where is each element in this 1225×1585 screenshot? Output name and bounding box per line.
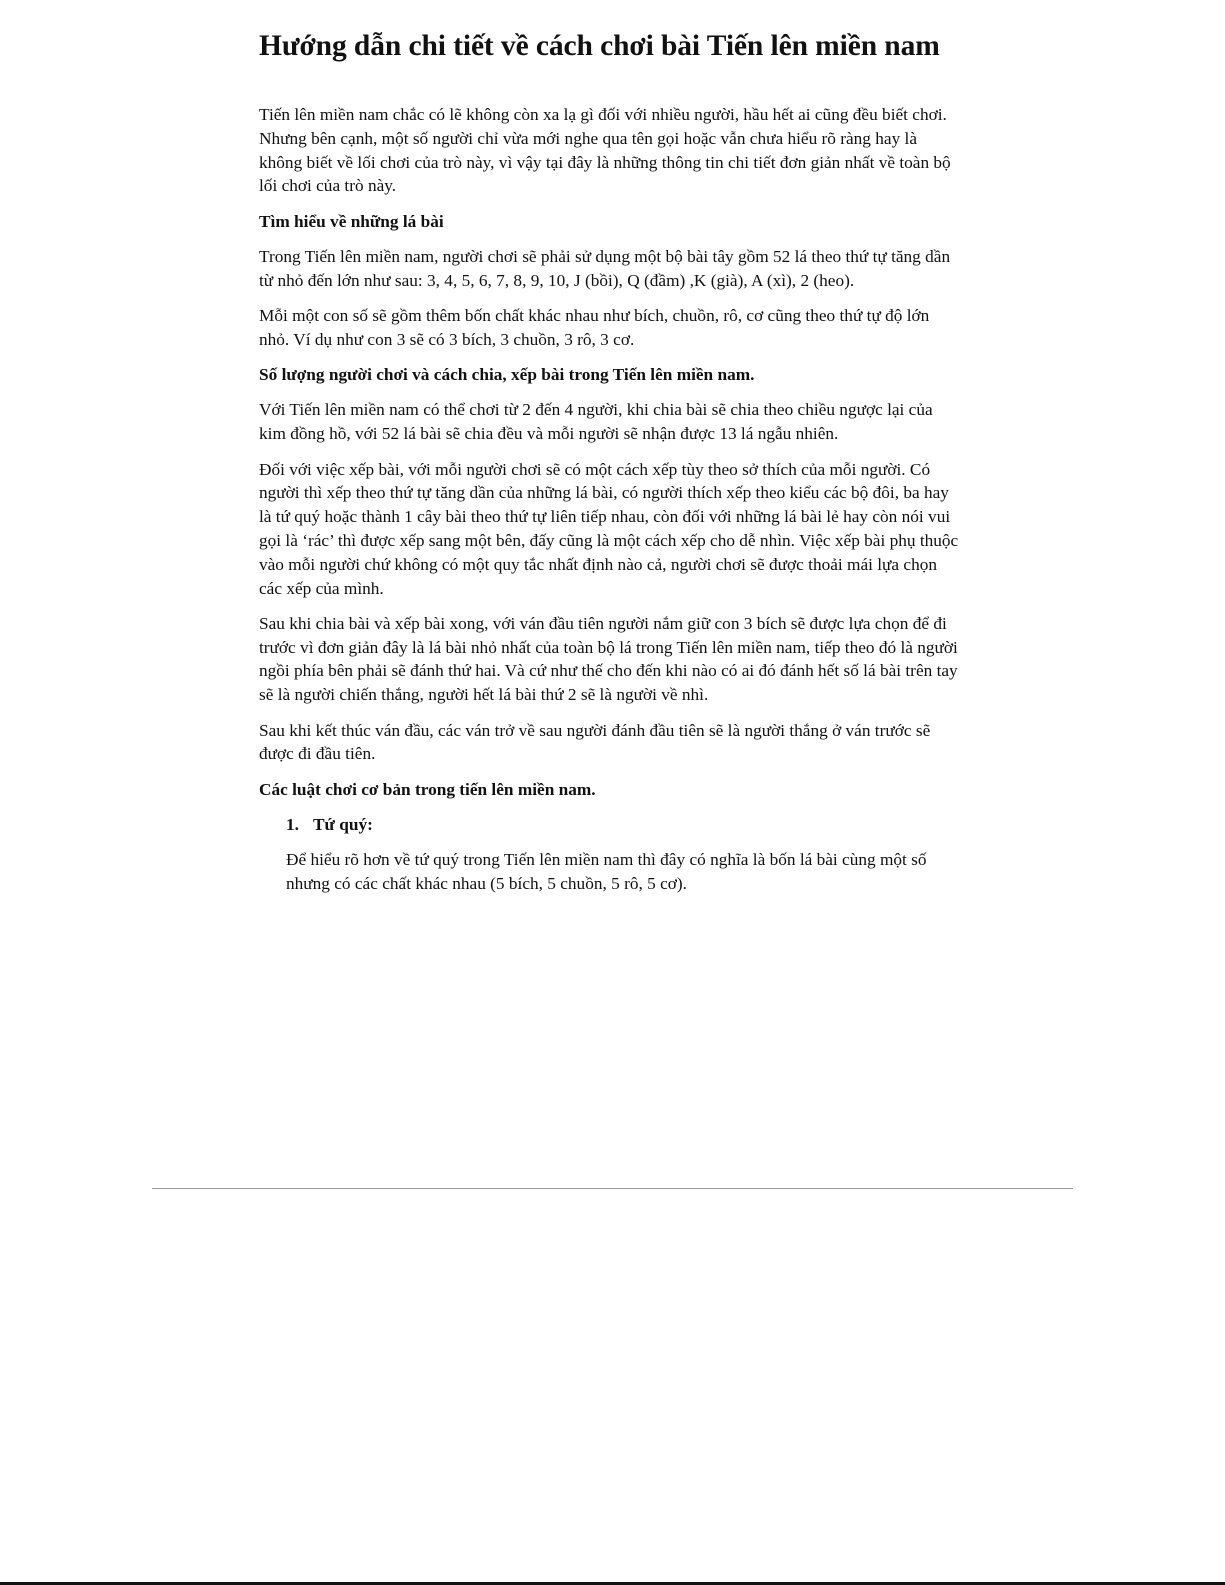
paragraph-four-of-a-kind: Để hiểu rõ hơn về tứ quý trong Tiến lên miền nam thì đây có nghĩa là bốn lá bài cùng một số nhưng có các chất khác nhau (5 bích, 5 chuồn, 5 rô, 5 cơ). [286,850,927,894]
paragraph-arranging: Đối với việc xếp bài, với mỗi người chơi sẽ có một cách xếp tùy theo sở thích của mỗi người. Có người thì xếp theo thứ tự tăng dần của những lá bài, có người thích xếp theo kiểu các bộ đôi, ba hay là tứ quý hoặc thành 1 cây bài theo thứ tự liên tiếp nhau, còn đối với những lá bài lẻ hay còn nói vui gọi là ‘rác’ thì được xếp sang một bên, đấy cũng là một cách xếp cho dễ nhìn. Việc xếp bài phụ thuộc vào mỗi người chứ không có một quy tắc nhất định nào cả, người chơi sẽ được thoải mái lựa chọn các xếp của mình. [259,459,959,598]
list-item-title: Tứ quý: [313,814,373,834]
section-heading-players: Số lượng người chơi và cách chia, xếp bài trong Tiến lên miền nam. [259,365,755,385]
section-heading-cards: Tìm hiểu về những lá bài [259,211,444,231]
section-heading-rules: Các luật chơi cơ bản trong tiến lên miền nam. [259,779,596,799]
paragraph-dealing: Với Tiến lên miền nam có thể chơi từ 2 đến 4 người, khi chia bài sẽ chia theo chiều ngược lại của kim đồng hồ, với 52 lá bài sẽ chia đều và mỗi người sẽ nhận được 13 lá ngẫu nhiên. [259,400,933,444]
paragraph-card-suits: Mỗi một con số sẽ gồm thêm bốn chất khác nhau như bích, chuồn, rô, cơ cũng theo thứ tự độ lớn nhỏ. Ví dụ như con 3 sẽ có 3 bích, 3 chuồn, 3 rô, 3 cơ. [259,306,930,349]
list-item-four-of-a-kind [286,813,959,837]
paragraph-card-order: Trong Tiến lên miền nam, người chơi sẽ phải sử dụng một bộ bài tây gồm 52 lá theo thứ tự tăng dần từ nhỏ đến lớn như sau: 3, 4, 5, 6, 7, 8, 9, 10, J (bồi), Q (đầm) ,K (già), A (xì), 2 (heo). [259,246,951,290]
paragraph-first-turn: Sau khi chia bài và xếp bài xong, với ván đầu tiên người nắm giữ con 3 bích sẽ được lựa chọn để đi trước vì đơn giản đây là lá bài nhỏ nhất của toàn bộ lá trong Tiến lên miền nam, tiếp theo đó là người ngồi phía bên phải sẽ đánh thứ hai. Và cứ như thế cho đến khi nào có ai đó đánh hết số lá bài trên tay sẽ là người chiến thắng, người hết lá bài thứ 2 sẽ là người về nhì. [259,613,958,705]
intro-paragraph: Tiến lên miền nam chắc có lẽ không còn xa lạ gì đối với nhiều người, hầu hết ai cũng đều biết chơi. Nhưng bên cạnh, một số người chỉ vừa mới nghe qua tên gọi hoặc vẫn chưa hiểu rõ ràng hay là không biết về lối chơi của trò này, vì vậy tại đây là những thông tin chi tiết đơn giản nhất về toàn bộ lối chơi của trò này. [259,105,951,196]
list-item-number: 1. [286,814,299,834]
document-title: Hướng dẫn chi tiết về cách chơi bài Tiến lên miền nam [259,30,940,62]
document-page [259,28,959,907]
paragraph-next-rounds: Sau khi kết thúc ván đầu, các ván trở về sau người đánh đầu tiên sẽ là người thắng ở ván trước sẽ được đi đầu tiên. [259,720,931,764]
page-divider [152,1188,1073,1189]
